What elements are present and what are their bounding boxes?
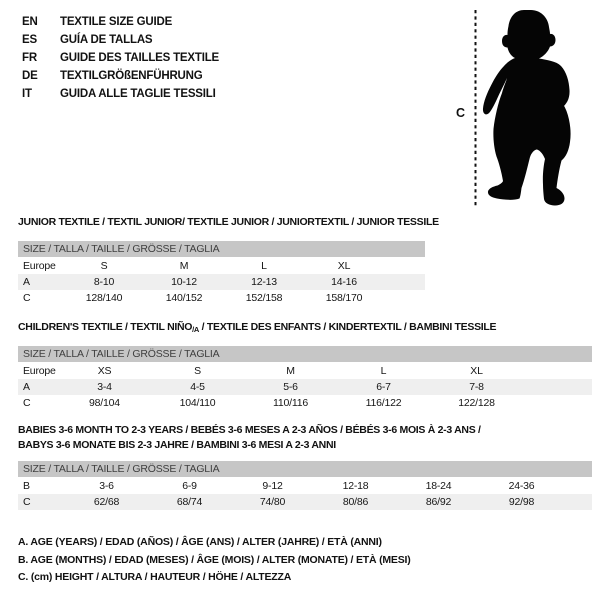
language-label: TEXTILE SIZE GUIDE bbox=[60, 16, 173, 28]
size-cell: 14-16 bbox=[304, 274, 384, 290]
size-cell: 68/74 bbox=[148, 494, 231, 510]
size-cell: S bbox=[100, 260, 108, 272]
row-label-cell: Europe bbox=[23, 260, 56, 272]
size-cell: M bbox=[286, 365, 295, 377]
footnote-height: C. (cm) HEIGHT / ALTURA / HAUTEUR / HÖHE / ALTEZZA bbox=[18, 571, 292, 583]
spacer-cell bbox=[384, 258, 425, 274]
size-cell: 122/128 bbox=[458, 397, 495, 409]
table-row bbox=[18, 478, 592, 494]
babies-table-title bbox=[18, 423, 481, 453]
spacer-cell bbox=[523, 363, 592, 379]
spacer-cell bbox=[384, 290, 425, 306]
row-label-cell: C bbox=[18, 494, 65, 510]
size-cell: 74/80 bbox=[231, 494, 314, 510]
row-label-cell: B bbox=[23, 480, 30, 492]
size-cell: 24-36 bbox=[508, 480, 535, 492]
size-cell: 152/158 bbox=[245, 292, 283, 304]
row-label-cell: A bbox=[18, 274, 64, 290]
footnote-legend bbox=[18, 534, 411, 587]
size-cell: 6-7 bbox=[337, 379, 430, 395]
size-cell: 12-13 bbox=[224, 274, 304, 290]
height-measure-label: C bbox=[456, 106, 466, 120]
table-row bbox=[18, 494, 592, 510]
row-label-cell: C bbox=[23, 292, 31, 304]
size-cell: L bbox=[261, 260, 267, 272]
spacer-cell bbox=[563, 478, 592, 494]
table-row bbox=[18, 290, 425, 306]
size-cell: XS bbox=[97, 365, 112, 377]
language-label: GUIDA ALLE TAGLIE TESSILI bbox=[60, 88, 216, 100]
language-code: IT bbox=[22, 88, 32, 100]
table-row bbox=[18, 274, 425, 290]
language-label: GUIDE DES TAILLES TEXTILE bbox=[60, 52, 219, 64]
junior-size-table bbox=[18, 241, 425, 306]
size-cell: 116/122 bbox=[365, 397, 402, 409]
row-label-cell: C bbox=[23, 397, 31, 409]
size-cell: 98/104 bbox=[89, 397, 120, 409]
size-cell: 5-6 bbox=[244, 379, 337, 395]
size-cell: 9-12 bbox=[262, 480, 283, 492]
language-row-es bbox=[22, 31, 219, 49]
size-cell: 128/140 bbox=[85, 292, 123, 304]
language-row-it bbox=[22, 85, 219, 103]
children-title-main: CHILDREN'S TEXTILE / TEXTIL NIÑO bbox=[18, 321, 193, 333]
size-header-bar: SIZE / TALLA / TAILLE / GRÖSSE / TAGLIA bbox=[18, 461, 592, 478]
babies-size-table bbox=[18, 461, 592, 510]
size-cell: L bbox=[380, 365, 387, 377]
size-cell: 92/98 bbox=[480, 494, 563, 510]
size-cell: 110/116 bbox=[273, 397, 308, 409]
size-cell: 80/86 bbox=[314, 494, 397, 510]
language-code: FR bbox=[22, 52, 37, 64]
size-cell: 8-10 bbox=[64, 274, 144, 290]
size-cell: 7-8 bbox=[430, 379, 523, 395]
size-header-bar: SIZE / TALLA / TAILLE / GRÖSSE / TAGLIA bbox=[18, 346, 592, 363]
size-cell: 86/92 bbox=[397, 494, 480, 510]
toddler-body-shape bbox=[483, 10, 571, 206]
language-row-de bbox=[22, 67, 219, 85]
children-title-sub: /A bbox=[192, 325, 200, 334]
size-cell: S bbox=[194, 365, 201, 377]
size-cell: 62/68 bbox=[65, 494, 148, 510]
language-title-list bbox=[22, 13, 219, 103]
size-cell: 104/110 bbox=[179, 397, 216, 409]
table-row bbox=[18, 379, 592, 395]
language-code: DE bbox=[22, 70, 38, 82]
language-label: TEXTILGRÖßENFÜHRUNG bbox=[60, 70, 203, 82]
size-cell: 10-12 bbox=[144, 274, 224, 290]
table-row bbox=[18, 395, 592, 411]
spacer-cell bbox=[523, 379, 592, 395]
size-cell: XL bbox=[337, 260, 351, 272]
junior-table-title: JUNIOR TEXTILE / TEXTIL JUNIOR/ TEXTILE JUNIOR / JUNIORTEXTIL / JUNIOR TESSILE bbox=[18, 216, 439, 228]
table-row bbox=[18, 363, 592, 379]
children-title-rest: / TEXTILE DES ENFANTS / KINDERTEXTIL / BAMBINI TESSILE bbox=[199, 321, 497, 333]
language-code: EN bbox=[22, 16, 38, 28]
spacer-cell bbox=[523, 395, 592, 411]
language-row-en bbox=[22, 13, 219, 31]
babies-title-line1: BABIES 3-6 MONTH TO 2-3 YEARS / BEBÉS 3-6 MESES A 2-3 AÑOS / BÉBÉS 3-6 MOIS À 2-3 ANS / bbox=[18, 424, 481, 436]
children-table-title bbox=[18, 320, 496, 337]
language-row-fr bbox=[22, 49, 219, 67]
size-cell: 3-4 bbox=[58, 379, 151, 395]
children-size-table bbox=[18, 346, 592, 411]
size-cell: M bbox=[179, 260, 189, 272]
size-cell: 6-9 bbox=[182, 480, 197, 492]
spacer-cell bbox=[384, 274, 425, 290]
size-header-bar: SIZE / TALLA / TAILLE / GRÖSSE / TAGLIA bbox=[18, 241, 425, 258]
row-label-cell: Europe bbox=[23, 365, 56, 377]
size-cell: 3-6 bbox=[99, 480, 114, 492]
table-row bbox=[18, 258, 425, 274]
row-label-cell: A bbox=[18, 379, 58, 395]
language-code: ES bbox=[22, 34, 37, 46]
language-label: GUÍA DE TALLAS bbox=[60, 34, 153, 46]
size-cell: 18-24 bbox=[425, 480, 452, 492]
size-cell: 4-5 bbox=[151, 379, 244, 395]
size-cell: 12-18 bbox=[342, 480, 369, 492]
footnote-age-years: A. AGE (YEARS) / EDAD (AÑOS) / ÂGE (ANS) / ALTER (JAHRE) / ETÀ (ANNI) bbox=[18, 536, 382, 548]
size-cell: 158/170 bbox=[325, 292, 363, 304]
footnote-age-months: B. AGE (MONTHS) / EDAD (MESES) / ÂGE (MOIS) / ALTER (MONATE) / ETÀ (MESI) bbox=[18, 553, 411, 566]
babies-title-line2: BABYS 3-6 MONATE BIS 2-3 JAHRE / BAMBINI 3-6 MESI A 2-3 ANNI bbox=[18, 439, 336, 451]
size-cell: 140/152 bbox=[165, 292, 203, 304]
size-cell: XL bbox=[470, 365, 483, 377]
spacer-cell bbox=[563, 494, 592, 510]
